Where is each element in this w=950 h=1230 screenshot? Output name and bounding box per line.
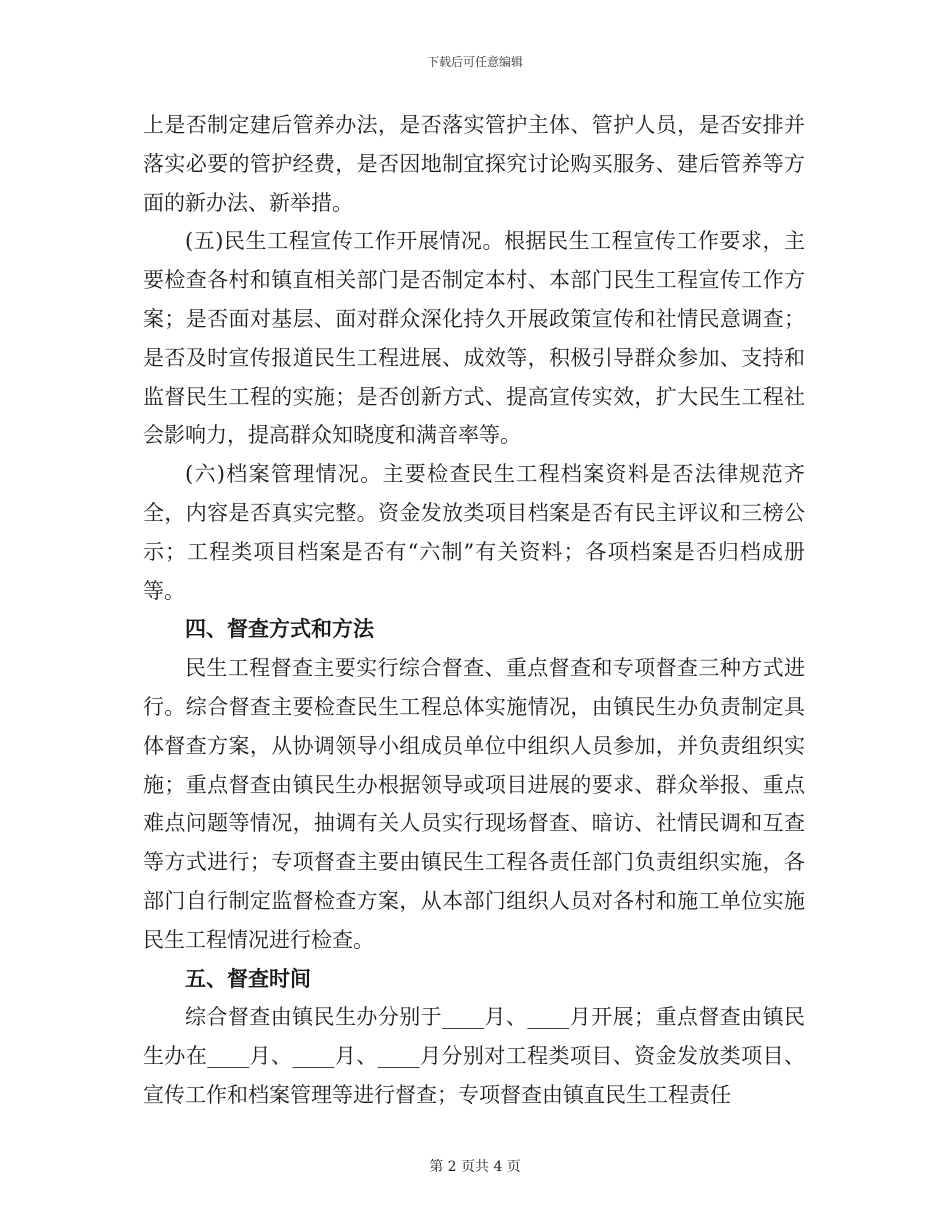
paragraph-item-6: (六)档案管理情况。主要检查民生工程档案资料是否法律规范齐全，内容是否真实完整。资金发放类项目档案是否有民主评议和三榜公示；工程类项目档案是否有“六制”有关资料；各项档案是否归档成册等。 — [143, 462, 805, 603]
paragraph-inspection-time: 综合督查由镇民生办分别于____月、____月开展；重点督查由镇民生办在____月、____月、____月分别对工程类项目、资金发放类项目、宣传工作和档案管理等进行督查；专项督查由镇直民生工程责任 — [143, 1005, 805, 1107]
page-footer: 第 2 页共 4 页 — [429, 1159, 521, 1175]
paragraph-item-5: (五)民生工程宣传工作开展情况。根据民生工程宣传工作要求，主要检查各村和镇直相关部门是否制定本村、本部门民生工程宣传工作方案；是否面对基层、面对群众深化持久开展政策宣传和社情民意调查；是否及时宣传报道民生工程进展、成效等，积极引导群众参加、支持和监督民生工程的实施；是否创新方式、提高宣传实效，扩大民生工程社会影响力，提高群众知晓度和满音率等。 — [143, 229, 805, 448]
section-heading-5: 五、督查时间 — [185, 965, 311, 991]
document-body — [143, 106, 805, 1115]
paragraph-continuation: 上是否制定建后管养办法，是否落实管护主体、管护人员，是否安排并落实必要的管护经费，是否因地制宜探究讨论购买服务、建后管养等方面的新办法、新举措。 — [143, 113, 805, 215]
section-heading-4: 四、督查方式和方法 — [185, 616, 374, 642]
paragraph-inspection-methods: 民生工程督查主要实行综合督查、重点督查和专项督查三种方式进行。综合督查主要检查民生工程总体实施情况，由镇民生办负责制定具体督查方案，从协调领导小组成员单位中组织人员参加，并负责组织实施；重点督查由镇民生办根据领导或项目进展的要求、群众举报、重点难点问题等情况，抽调有关人员实行现场督查、暗访、社情民调和互查等方式进行；专项督查主要由镇民生工程各责任部门负责组织实施，各部门自行制定监督检查方案，从本部门组织人员对各村和施工单位实施民生工程情况进行检查。 — [143, 656, 805, 952]
page-header: 下载后可任意编辑 — [426, 55, 523, 69]
